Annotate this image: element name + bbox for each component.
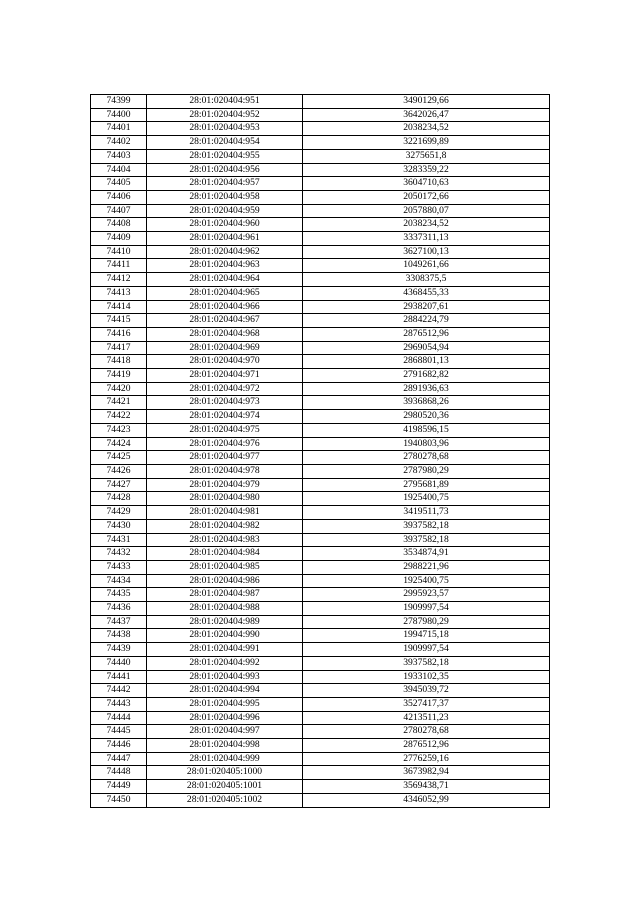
cadastral-number-cell: 28:01:020404:966 [147,300,303,314]
table-row [91,355,550,369]
table-row [91,656,550,670]
row-number-cell: 74445 [91,725,147,739]
value-cell: 1933102,35 [303,670,550,684]
row-number-cell: 74431 [91,533,147,547]
value-cell: 3936868,26 [303,396,550,410]
value-cell: 2795681,89 [303,478,550,492]
row-number-cell: 74435 [91,588,147,602]
cadastral-number-cell: 28:01:020404:969 [147,341,303,355]
table-row [91,382,550,396]
row-number-cell: 74433 [91,560,147,574]
cadastral-number-cell: 28:01:020404:981 [147,506,303,520]
value-cell: 3283359,22 [303,163,550,177]
row-number-cell: 74446 [91,739,147,753]
row-number-cell: 74441 [91,670,147,684]
row-number-cell: 74427 [91,478,147,492]
table-row [91,149,550,163]
cadastral-number-cell: 28:01:020405:1000 [147,766,303,780]
row-number-cell: 74429 [91,506,147,520]
table-row [91,286,550,300]
table-row [91,697,550,711]
table-row [91,588,550,602]
cadastral-number-cell: 28:01:020404:999 [147,752,303,766]
value-cell: 3937582,18 [303,533,550,547]
cadastral-number-cell: 28:01:020404:965 [147,286,303,300]
cadastral-number-cell: 28:01:020404:976 [147,437,303,451]
value-cell: 3490129,66 [303,95,550,109]
cadastral-number-cell: 28:01:020404:954 [147,136,303,150]
value-cell: 3569438,71 [303,780,550,794]
value-cell: 2988221,96 [303,560,550,574]
cadastral-number-cell: 28:01:020404:988 [147,602,303,616]
cadastral-number-cell: 28:01:020404:962 [147,245,303,259]
value-cell: 3937582,18 [303,519,550,533]
row-number-cell: 74410 [91,245,147,259]
value-cell: 3308375,5 [303,273,550,287]
row-number-cell: 74403 [91,149,147,163]
value-cell: 4213511,23 [303,711,550,725]
value-cell: 2787980,29 [303,464,550,478]
row-number-cell: 74438 [91,629,147,643]
table-row [91,519,550,533]
value-cell: 2884224,79 [303,314,550,328]
table-row [91,327,550,341]
table-row [91,95,550,109]
value-cell: 1940803,96 [303,437,550,451]
table-row [91,684,550,698]
cadastral-number-cell: 28:01:020404:983 [147,533,303,547]
row-number-cell: 74426 [91,464,147,478]
cadastral-number-cell: 28:01:020404:982 [147,519,303,533]
row-number-cell: 74432 [91,547,147,561]
row-number-cell: 74407 [91,204,147,218]
row-number-cell: 74424 [91,437,147,451]
cadastral-number-cell: 28:01:020404:975 [147,423,303,437]
row-number-cell: 74450 [91,793,147,807]
cadastral-number-cell: 28:01:020404:996 [147,711,303,725]
cadastral-number-cell: 28:01:020404:959 [147,204,303,218]
table-row [91,766,550,780]
cadastral-number-cell: 28:01:020404:977 [147,451,303,465]
value-cell: 1049261,66 [303,259,550,273]
value-cell: 2050172,66 [303,190,550,204]
value-cell: 2891936,63 [303,382,550,396]
row-number-cell: 74423 [91,423,147,437]
cadastral-number-cell: 28:01:020404:967 [147,314,303,328]
table-row [91,780,550,794]
cadastral-number-cell: 28:01:020405:1002 [147,793,303,807]
value-cell: 3945039,72 [303,684,550,698]
table-row [91,602,550,616]
row-number-cell: 74417 [91,341,147,355]
row-number-cell: 74421 [91,396,147,410]
table-row [91,204,550,218]
cadastral-number-cell: 28:01:020404:997 [147,725,303,739]
row-number-cell: 74434 [91,574,147,588]
cadastral-number-cell: 28:01:020404:991 [147,643,303,657]
value-cell: 1925400,75 [303,574,550,588]
value-cell: 3337311,13 [303,232,550,246]
cadastral-number-cell: 28:01:020404:984 [147,547,303,561]
row-number-cell: 74420 [91,382,147,396]
value-cell: 2969054,94 [303,341,550,355]
cadastral-number-cell: 28:01:020404:955 [147,149,303,163]
value-cell: 3642026,47 [303,108,550,122]
cadastral-number-cell: 28:01:020404:958 [147,190,303,204]
row-number-cell: 74413 [91,286,147,300]
row-number-cell: 74440 [91,656,147,670]
table-row [91,725,550,739]
value-cell: 3527417,37 [303,697,550,711]
table-row [91,670,550,684]
table-row [91,711,550,725]
row-number-cell: 74416 [91,327,147,341]
value-cell: 3221699,89 [303,136,550,150]
cadastral-number-cell: 28:01:020404:994 [147,684,303,698]
value-cell: 4368455,33 [303,286,550,300]
table-row [91,314,550,328]
table-row [91,506,550,520]
row-number-cell: 74442 [91,684,147,698]
table-row [91,615,550,629]
cadastral-number-cell: 28:01:020404:998 [147,739,303,753]
value-cell: 2780278,68 [303,725,550,739]
table-row [91,108,550,122]
row-number-cell: 74399 [91,95,147,109]
cadastral-number-cell: 28:01:020404:970 [147,355,303,369]
row-number-cell: 74436 [91,602,147,616]
cadastral-number-cell: 28:01:020404:964 [147,273,303,287]
value-cell: 1909997,54 [303,643,550,657]
value-cell: 1994715,18 [303,629,550,643]
row-number-cell: 74402 [91,136,147,150]
table-row [91,163,550,177]
row-number-cell: 74405 [91,177,147,191]
row-number-cell: 74428 [91,492,147,506]
row-number-cell: 74412 [91,273,147,287]
row-number-cell: 74422 [91,410,147,424]
row-number-cell: 74400 [91,108,147,122]
cadastral-number-cell: 28:01:020404:960 [147,218,303,232]
table-row [91,300,550,314]
table-row [91,574,550,588]
table-body [91,95,550,808]
row-number-cell: 74448 [91,766,147,780]
table-row [91,547,550,561]
row-number-cell: 74444 [91,711,147,725]
value-cell: 4346052,99 [303,793,550,807]
cadastral-number-cell: 28:01:020404:995 [147,697,303,711]
table-row [91,122,550,136]
cadastral-number-cell: 28:01:020404:963 [147,259,303,273]
row-number-cell: 74443 [91,697,147,711]
cadastral-number-cell: 28:01:020404:972 [147,382,303,396]
cadastral-number-cell: 28:01:020404:980 [147,492,303,506]
cadastral-number-cell: 28:01:020404:956 [147,163,303,177]
cadastral-number-cell: 28:01:020404:978 [147,464,303,478]
value-cell: 2791682,82 [303,369,550,383]
table-row [91,793,550,807]
value-cell: 2980520,36 [303,410,550,424]
cadastral-table [90,94,550,808]
value-cell: 3937582,18 [303,656,550,670]
row-number-cell: 74408 [91,218,147,232]
value-cell: 4198596,15 [303,423,550,437]
row-number-cell: 74430 [91,519,147,533]
value-cell: 2876512,96 [303,739,550,753]
row-number-cell: 74401 [91,122,147,136]
table-row [91,259,550,273]
table-row [91,396,550,410]
cadastral-number-cell: 28:01:020404:961 [147,232,303,246]
value-cell: 3419511,73 [303,506,550,520]
cadastral-number-cell: 28:01:020404:992 [147,656,303,670]
row-number-cell: 74404 [91,163,147,177]
table-row [91,752,550,766]
table-row [91,341,550,355]
value-cell: 3534874,91 [303,547,550,561]
cadastral-number-cell: 28:01:020404:968 [147,327,303,341]
cadastral-number-cell: 28:01:020404:987 [147,588,303,602]
table-row [91,478,550,492]
value-cell: 2038234,52 [303,218,550,232]
table-row [91,739,550,753]
cadastral-number-cell: 28:01:020405:1001 [147,780,303,794]
cadastral-number-cell: 28:01:020404:973 [147,396,303,410]
row-number-cell: 74411 [91,259,147,273]
value-cell: 2038234,52 [303,122,550,136]
cadastral-number-cell: 28:01:020404:974 [147,410,303,424]
table-row [91,437,550,451]
table-row [91,369,550,383]
value-cell: 2057880,07 [303,204,550,218]
cadastral-number-cell: 28:01:020404:957 [147,177,303,191]
row-number-cell: 74419 [91,369,147,383]
table-row [91,136,550,150]
value-cell: 3627100,13 [303,245,550,259]
table-row [91,629,550,643]
table-row [91,533,550,547]
value-cell: 1909997,54 [303,602,550,616]
row-number-cell: 74425 [91,451,147,465]
value-cell: 1925400,75 [303,492,550,506]
cadastral-number-cell: 28:01:020404:971 [147,369,303,383]
row-number-cell: 74409 [91,232,147,246]
cadastral-number-cell: 28:01:020404:953 [147,122,303,136]
row-number-cell: 74447 [91,752,147,766]
value-cell: 2868801,13 [303,355,550,369]
cadastral-number-cell: 28:01:020404:989 [147,615,303,629]
table-row [91,560,550,574]
value-cell: 3604710,63 [303,177,550,191]
cadastral-number-cell: 28:01:020404:951 [147,95,303,109]
row-number-cell: 74415 [91,314,147,328]
value-cell: 2776259,16 [303,752,550,766]
value-cell: 2780278,68 [303,451,550,465]
row-number-cell: 74437 [91,615,147,629]
table-row [91,492,550,506]
table-row [91,643,550,657]
row-number-cell: 74449 [91,780,147,794]
row-number-cell: 74414 [91,300,147,314]
cadastral-number-cell: 28:01:020404:990 [147,629,303,643]
table-row [91,423,550,437]
row-number-cell: 74418 [91,355,147,369]
row-number-cell: 74439 [91,643,147,657]
table-row [91,177,550,191]
table-row [91,245,550,259]
value-cell: 2876512,96 [303,327,550,341]
row-number-cell: 74406 [91,190,147,204]
cadastral-number-cell: 28:01:020404:952 [147,108,303,122]
table-row [91,451,550,465]
value-cell: 2938207,61 [303,300,550,314]
cadastral-number-cell: 28:01:020404:993 [147,670,303,684]
table-row [91,190,550,204]
cadastral-number-cell: 28:01:020404:979 [147,478,303,492]
value-cell: 2995923,57 [303,588,550,602]
table-row [91,410,550,424]
cadastral-number-cell: 28:01:020404:985 [147,560,303,574]
cadastral-number-cell: 28:01:020404:986 [147,574,303,588]
value-cell: 3673982,94 [303,766,550,780]
value-cell: 2787980,29 [303,615,550,629]
table-row [91,232,550,246]
table-row [91,218,550,232]
table-row [91,464,550,478]
table-row [91,273,550,287]
value-cell: 3275651,8 [303,149,550,163]
